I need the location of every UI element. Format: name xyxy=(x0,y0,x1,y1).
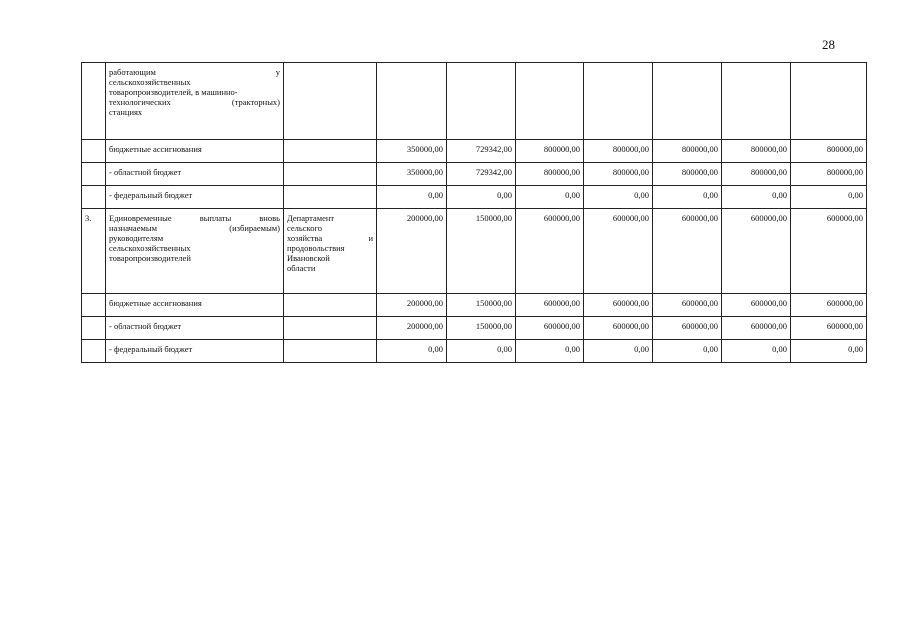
measure-name-word: работающим xyxy=(109,67,156,77)
amount-cell: 729342,00 xyxy=(447,140,516,163)
amount-cell: 800000,00 xyxy=(653,140,722,163)
measure-name-cell xyxy=(106,140,284,163)
amount-cell: 150000,00 xyxy=(447,294,516,317)
amount-cell: 0,00 xyxy=(791,186,867,209)
measure-name-cell xyxy=(106,294,284,317)
amount-cell: 800000,00 xyxy=(516,140,584,163)
measure-name-line xyxy=(109,97,280,107)
amount-cell: 600000,00 xyxy=(791,317,867,340)
amount-cell: 729342,00 xyxy=(447,163,516,186)
amount-cell: 600000,00 xyxy=(653,294,722,317)
table-row xyxy=(82,317,867,340)
amount-cell xyxy=(722,63,791,140)
amount-cell: 200000,00 xyxy=(377,294,447,317)
row-number-cell xyxy=(82,63,106,140)
amount-cell: 0,00 xyxy=(653,186,722,209)
executor-line xyxy=(287,233,373,243)
measure-name-line: станциях xyxy=(109,107,143,117)
measure-name-cell xyxy=(106,317,284,340)
amount-cell xyxy=(447,63,516,140)
executor-cell xyxy=(284,294,377,317)
amount-cell: 0,00 xyxy=(377,186,447,209)
amount-cell xyxy=(791,63,867,140)
measure-name-word: выплаты xyxy=(199,213,232,223)
amount-cell: 0,00 xyxy=(447,186,516,209)
amount-cell: 0,00 xyxy=(584,186,653,209)
executor-line: продовольствия xyxy=(287,243,345,253)
amount-cell: 150000,00 xyxy=(447,317,516,340)
row-number-cell xyxy=(82,163,106,186)
measure-name-word: (избираемым) xyxy=(229,223,280,233)
amount-cell: 600000,00 xyxy=(516,317,584,340)
amount-cell: 200000,00 xyxy=(377,209,447,294)
measure-name-line: сельскохозяйственных xyxy=(109,243,191,253)
row-number-cell xyxy=(82,294,106,317)
executor-cell xyxy=(284,140,377,163)
amount-cell: 800000,00 xyxy=(722,163,791,186)
executor-cell xyxy=(284,63,377,140)
amount-cell: 800000,00 xyxy=(584,140,653,163)
amount-cell: 0,00 xyxy=(722,186,791,209)
measure-name-line xyxy=(109,213,280,223)
row-number-cell xyxy=(82,140,106,163)
budget-table xyxy=(81,62,867,363)
executor-cell xyxy=(284,186,377,209)
measure-name-line: товаропроизводителей xyxy=(109,253,191,263)
measure-name-line: руководителям xyxy=(109,233,164,243)
executor-cell xyxy=(284,317,377,340)
executor-line: Департамент xyxy=(287,213,335,223)
measure-name-cell xyxy=(106,340,284,363)
measure-name-word: технологических xyxy=(109,97,171,107)
executor-cell xyxy=(284,163,377,186)
amount-cell: 800000,00 xyxy=(722,140,791,163)
measure-name-word: у xyxy=(275,67,280,77)
amount-cell: 600000,00 xyxy=(722,317,791,340)
amount-cell xyxy=(653,63,722,140)
amount-cell: 0,00 xyxy=(516,186,584,209)
amount-cell: 600000,00 xyxy=(722,209,791,294)
measure-name-cell xyxy=(106,186,284,209)
measure-name-line: - областной бюджет xyxy=(109,321,182,331)
measure-name-word: вновь xyxy=(259,213,280,223)
measure-name-line: товаропроизводителей, в машинно- xyxy=(109,87,238,97)
executor-cell xyxy=(284,209,377,294)
measure-name-line: - федеральный бюджет xyxy=(109,190,193,200)
amount-cell: 600000,00 xyxy=(584,209,653,294)
measure-name-line: сельскохозяйственных xyxy=(109,77,191,87)
measure-name-line: - областной бюджет xyxy=(109,167,182,177)
amount-cell: 0,00 xyxy=(516,340,584,363)
amount-cell: 600000,00 xyxy=(516,209,584,294)
executor-line: Ивановской xyxy=(287,253,330,263)
amount-cell: 600000,00 xyxy=(653,317,722,340)
amount-cell: 600000,00 xyxy=(584,317,653,340)
measure-name-word: назначаемым xyxy=(109,223,157,233)
amount-cell: 600000,00 xyxy=(791,209,867,294)
amount-cell: 350000,00 xyxy=(377,163,447,186)
amount-cell: 800000,00 xyxy=(791,163,867,186)
amount-cell: 0,00 xyxy=(584,340,653,363)
measure-name-cell xyxy=(106,209,284,294)
amount-cell: 150000,00 xyxy=(447,209,516,294)
amount-cell: 0,00 xyxy=(722,340,791,363)
executor-cell xyxy=(284,340,377,363)
measure-name-line xyxy=(109,67,280,77)
executor-line: области xyxy=(287,263,316,273)
table-row xyxy=(82,186,867,209)
row-number-cell xyxy=(82,340,106,363)
table-row xyxy=(82,340,867,363)
table-row xyxy=(82,140,867,163)
amount-cell: 600000,00 xyxy=(584,294,653,317)
amount-cell xyxy=(584,63,653,140)
measure-name-word: Единовременные xyxy=(109,213,172,223)
table-body xyxy=(82,63,867,363)
table-row xyxy=(82,209,867,294)
amount-cell: 0,00 xyxy=(447,340,516,363)
row-number-cell xyxy=(82,186,106,209)
table-row xyxy=(82,163,867,186)
amount-cell: 800000,00 xyxy=(791,140,867,163)
row-number-cell xyxy=(82,317,106,340)
amount-cell: 600000,00 xyxy=(791,294,867,317)
measure-name-line: бюджетные ассигнования xyxy=(109,144,202,154)
amount-cell: 350000,00 xyxy=(377,140,447,163)
amount-cell: 800000,00 xyxy=(653,163,722,186)
measure-name-word: (тракторных) xyxy=(231,97,280,107)
amount-cell: 0,00 xyxy=(791,340,867,363)
amount-cell: 0,00 xyxy=(653,340,722,363)
amount-cell: 800000,00 xyxy=(516,163,584,186)
amount-cell: 600000,00 xyxy=(653,209,722,294)
measure-name-cell xyxy=(106,63,284,140)
table-row xyxy=(82,294,867,317)
row-number-cell: 3. xyxy=(82,209,106,294)
amount-cell: 0,00 xyxy=(377,340,447,363)
table-row xyxy=(82,63,867,140)
measure-name-line: - федеральный бюджет xyxy=(109,344,193,354)
executor-line: сельского xyxy=(287,223,323,233)
executor-word: хозяйства xyxy=(287,233,323,243)
amount-cell: 600000,00 xyxy=(722,294,791,317)
amount-cell: 800000,00 xyxy=(584,163,653,186)
page-number: 28 xyxy=(822,37,835,52)
measure-name-cell xyxy=(106,163,284,186)
executor-word: и xyxy=(368,233,373,243)
amount-cell: 200000,00 xyxy=(377,317,447,340)
measure-name-line: бюджетные ассигнования xyxy=(109,298,202,308)
measure-name-line xyxy=(109,223,280,233)
amount-cell xyxy=(377,63,447,140)
amount-cell xyxy=(516,63,584,140)
amount-cell: 600000,00 xyxy=(516,294,584,317)
